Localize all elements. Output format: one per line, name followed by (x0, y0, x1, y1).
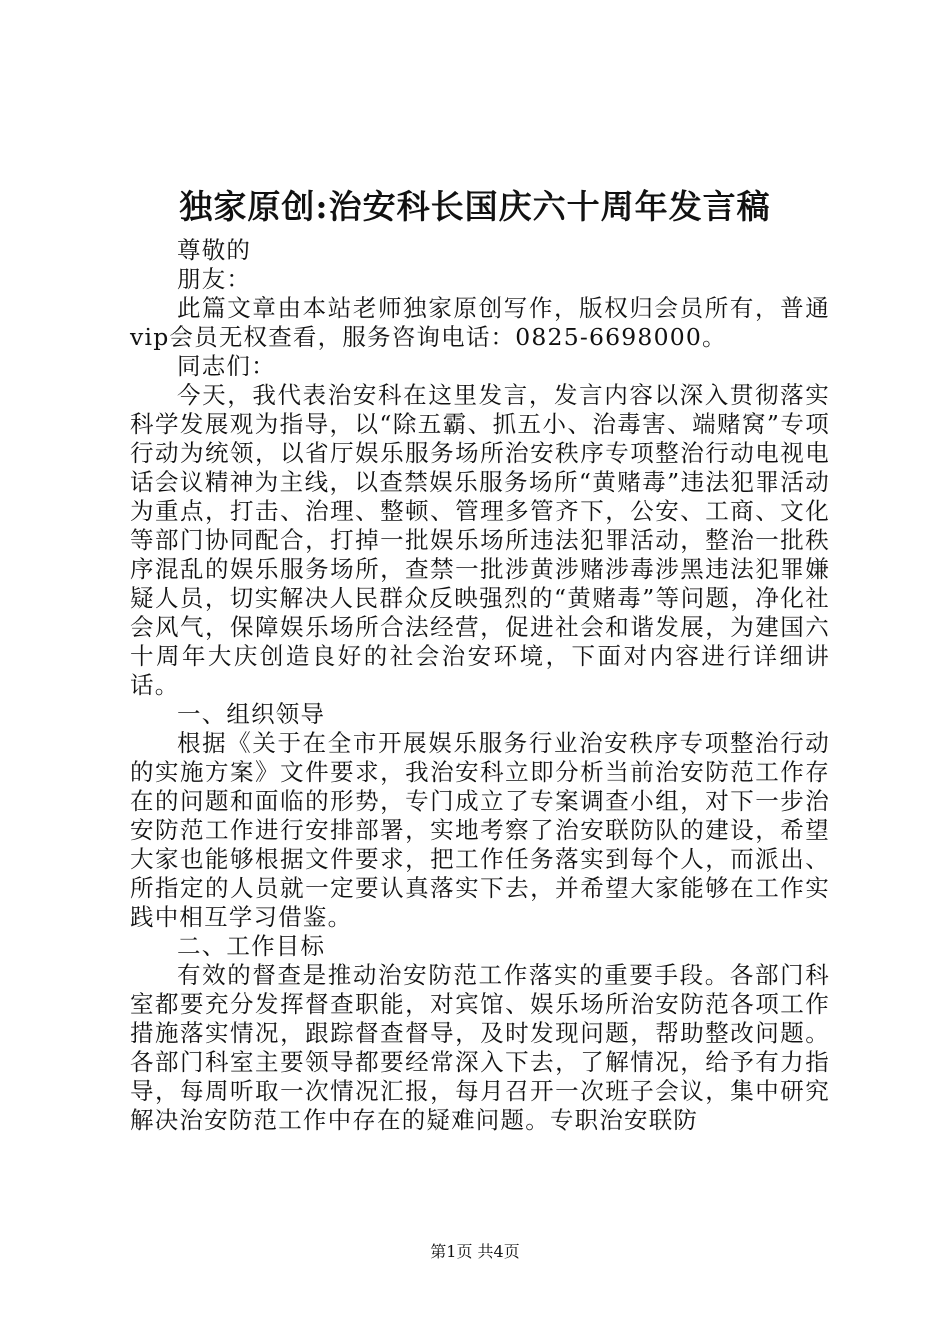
page-number-footer: 第1页 共4页 (430, 1242, 520, 1261)
organization-paragraph: 根据《关于在全市开展娱乐服务行业治安秩序专项整治行动的实施方案》文件要求，我治安科立即分析当前治安防范工作存在的问题和面临的形势，专门成立了专案调查小组，对下一步治安防范工作进行安排部署，实地考察了治安联防队的建设，希望大家也能够根据文件要求，把工作任务落实到每个人，而派出、所指定的人员就一定要认真落实下去，并希望大家能够在工作实践中相互学习借鉴。 (130, 729, 830, 931)
document-title: 独家原创:治安科长国庆六十周年发言稿 (179, 187, 771, 226)
section-heading-goals: 二、工作目标 (177, 932, 326, 960)
salutation-line-2: 朋友： (177, 265, 252, 293)
greeting-paragraph: 同志们： (177, 352, 276, 380)
section-heading-organization: 一、组织领导 (177, 700, 326, 728)
copyright-notice-paragraph: 此篇文章由本站老师独家原创写作，版权归会员所有，普通vip会员无权查看，服务咨询电话：0825-6698000。 (130, 294, 830, 351)
salutation-line-1: 尊敬的 (177, 236, 252, 264)
intro-paragraph: 今天，我代表治安科在这里发言，发言内容以深入贯彻落实科学发展观为指导，以“除五霸、抓五小、治毒害、端赌窝”专项行动为统领，以省厅娱乐服务场所治安秩序专项整治行动电视电话会议精神为主线，以查禁娱乐服务场所“黄赌毒”违法犯罪活动为重点，打击、治理、整顿、管理多管齐下，公安、工商、文化等部门协同配合，打掉一批娱乐场所违法犯罪活动，整治一批秩序混乱的娱乐服务场所，查禁一批涉黄涉赌涉毒涉黑违法犯罪嫌疑人员，切实解决人民群众反映强烈的“黄赌毒”等问题，净化社会风气，保障娱乐场所合法经营，促进社会和谐发展，为建国六十周年大庆创造良好的社会治安环境，下面对内容进行详细讲话。 (130, 381, 830, 699)
goals-paragraph: 有效的督查是推动治安防范工作落实的重要手段。各部门科室都要充分发挥督查职能，对宾馆、娱乐场所治安防范各项工作措施落实情况，跟踪督查督导，及时发现问题，帮助整改问题。各部门科室主要领导都要经常深入下去，了解情况，给予有力指导，每周听取一次情况汇报，每月召开一次班子会议，集中研究解决治安防范工作中存在的疑难问题。专职治安联防 (130, 961, 830, 1134)
document-body (130, 236, 830, 1135)
